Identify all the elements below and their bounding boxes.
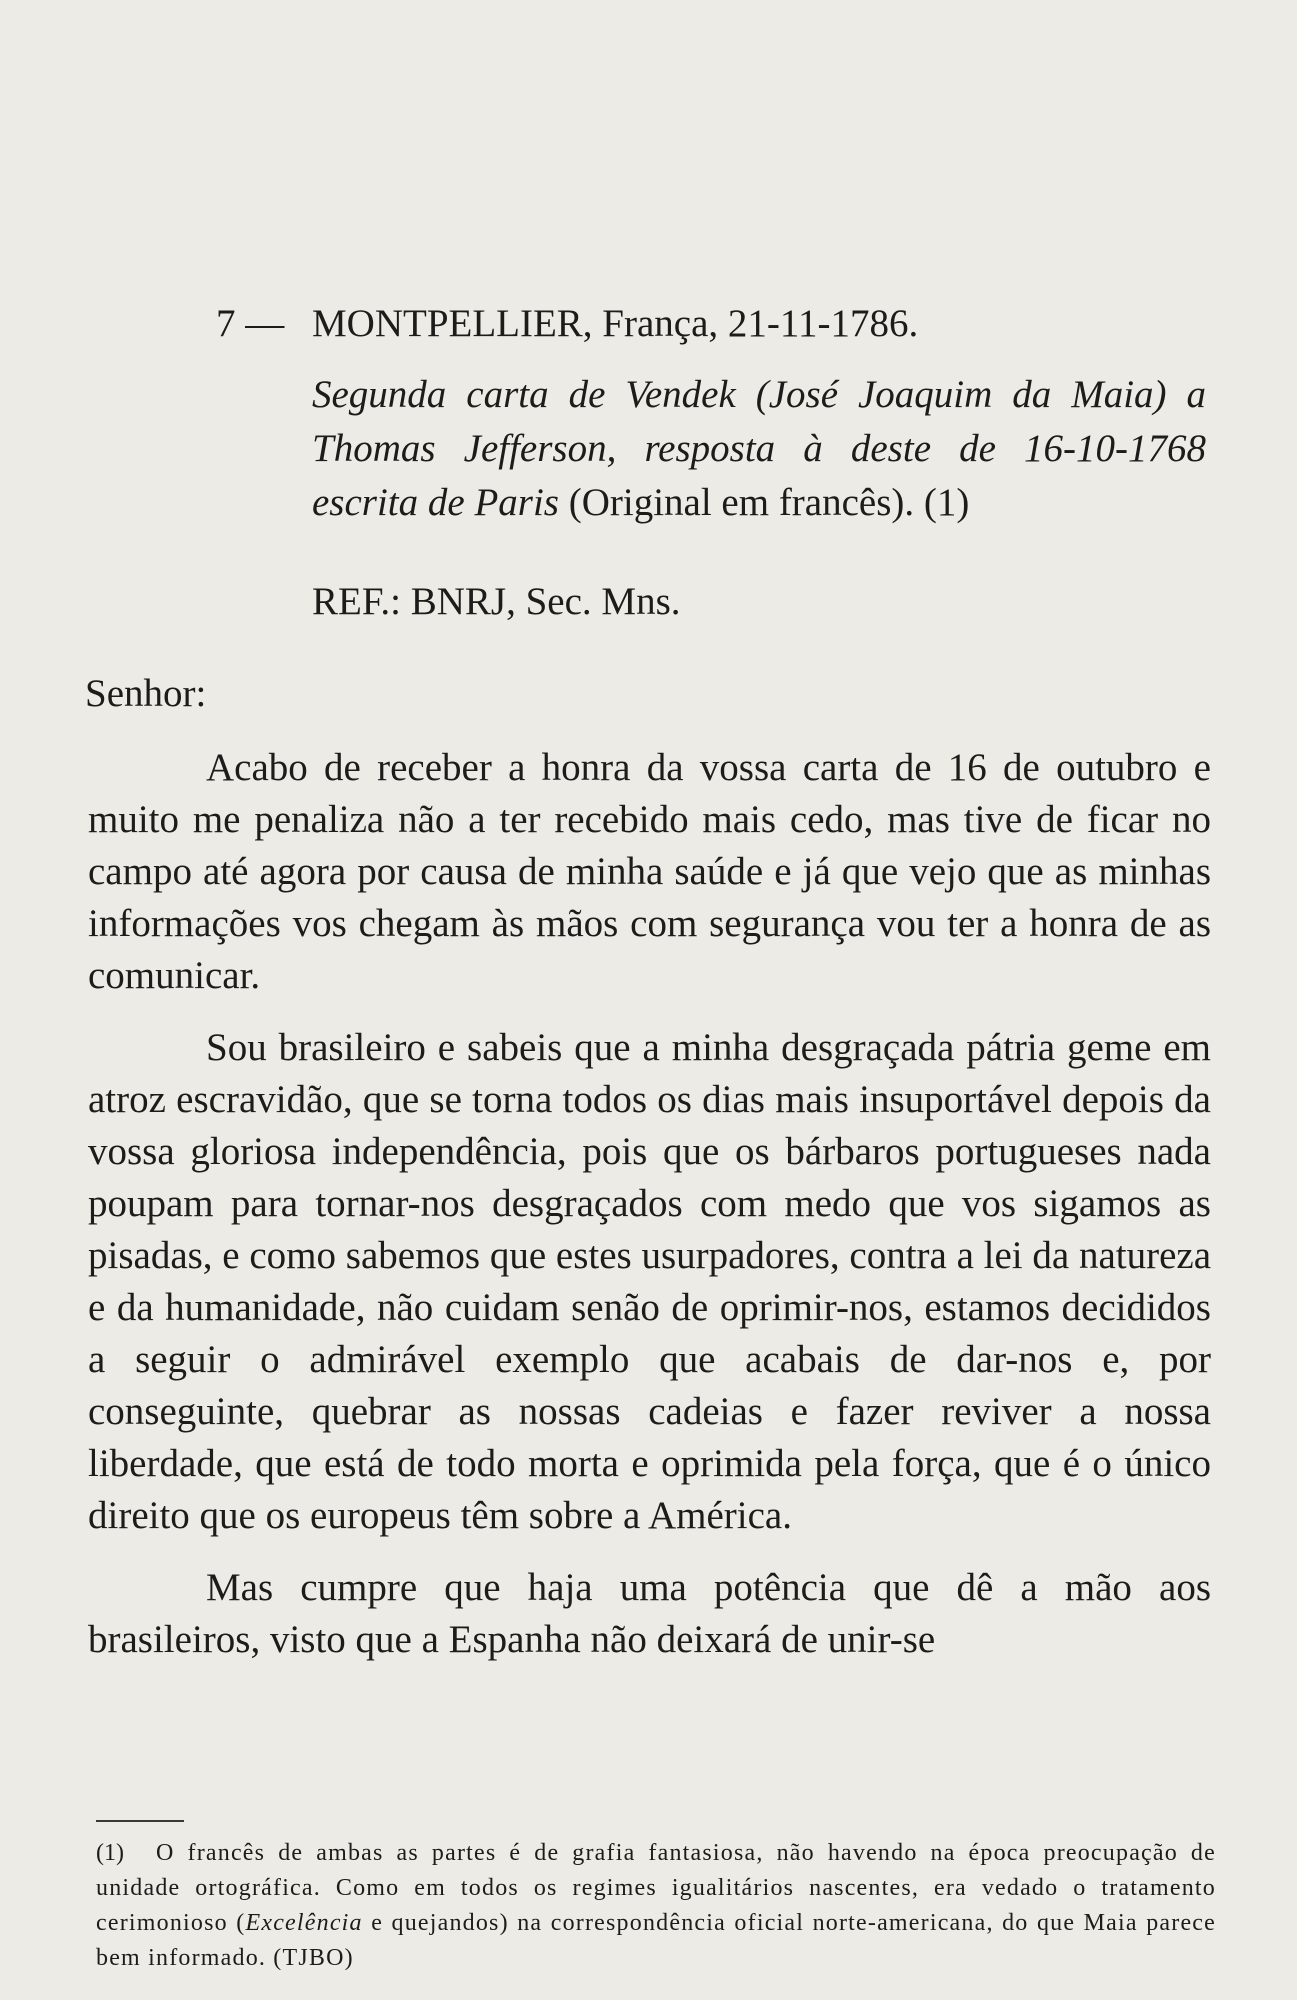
letter-summary xyxy=(312,368,1206,530)
footnote xyxy=(96,1836,1216,1976)
letter-place-date: MONTPELLIER, França, 21-11-1786. xyxy=(312,302,919,345)
summary-roman: (Original em francês). (1) xyxy=(558,481,970,524)
paragraph: Acabo de receber a honra da vossa carta de 16 de outubro e muito me penaliza não a ter recebido mais cedo, mas tive de ficar no campo até agora por causa de minha saúde e já que vejo que as minhas informações vos chegam às mãos com segurança vou ter a honra de as comunicar. xyxy=(88,746,1211,997)
paragraph: Mas cumpre que haja uma potência que dê a mão aos brasileiros, visto que a Espanha não deixará de unir-se xyxy=(88,1566,1211,1661)
archive-reference: REF.: BNRJ, Sec. Mns. xyxy=(312,580,681,623)
footnote-text-end: e quejandos) na correspondência oficial norte-americana, do que Maia parece bem informado. (TJBO) xyxy=(96,1910,1217,1971)
footnote-mark: (1) xyxy=(96,1840,124,1866)
letter-body xyxy=(88,742,1211,1686)
footnote-italic: Excelência xyxy=(245,1910,363,1936)
letter-number: 7 — xyxy=(216,302,285,345)
footnote-divider xyxy=(96,1820,184,1822)
paragraph: Sou brasileiro e sabeis que a minha desgraçada pátria geme em atroz escravidão, que se torna todos os dias mais insuportável depois da vossa gloriosa independência, pois que os bárbaros portugueses nada poupam para tornar-nos desgraçados com medo que vos sigamos as pisadas, e como sabemos que estes usurpadores, contra a lei da natureza e da humanidade, não cuidam senão de oprimir-nos, estamos decididos a seguir o admirável exemplo que acabais de dar-nos e, por conseguinte, quebrar as nossas cadeias e fazer reviver a nossa liberdade, que está de todo morta e oprimida pela força, que é o único direito que os europeus têm sobre a América. xyxy=(88,1026,1212,1537)
footnote-text: O francês de ambas as partes é de grafia fantasiosa, não havendo na época preocupação de unidade ortográfica. Como em todos os regimes igualitários nascentes, era vedado o tratamento cerimonioso ( xyxy=(96,1840,1216,1936)
summary-italic: Segunda carta de Vendek (José Joaquim da Maia) a Thomas Jefferson, resposta à deste de 16-10-1768 escrita de Paris xyxy=(312,373,1206,524)
letter-heading xyxy=(216,300,1206,348)
salutation: Senhor: xyxy=(85,672,207,715)
